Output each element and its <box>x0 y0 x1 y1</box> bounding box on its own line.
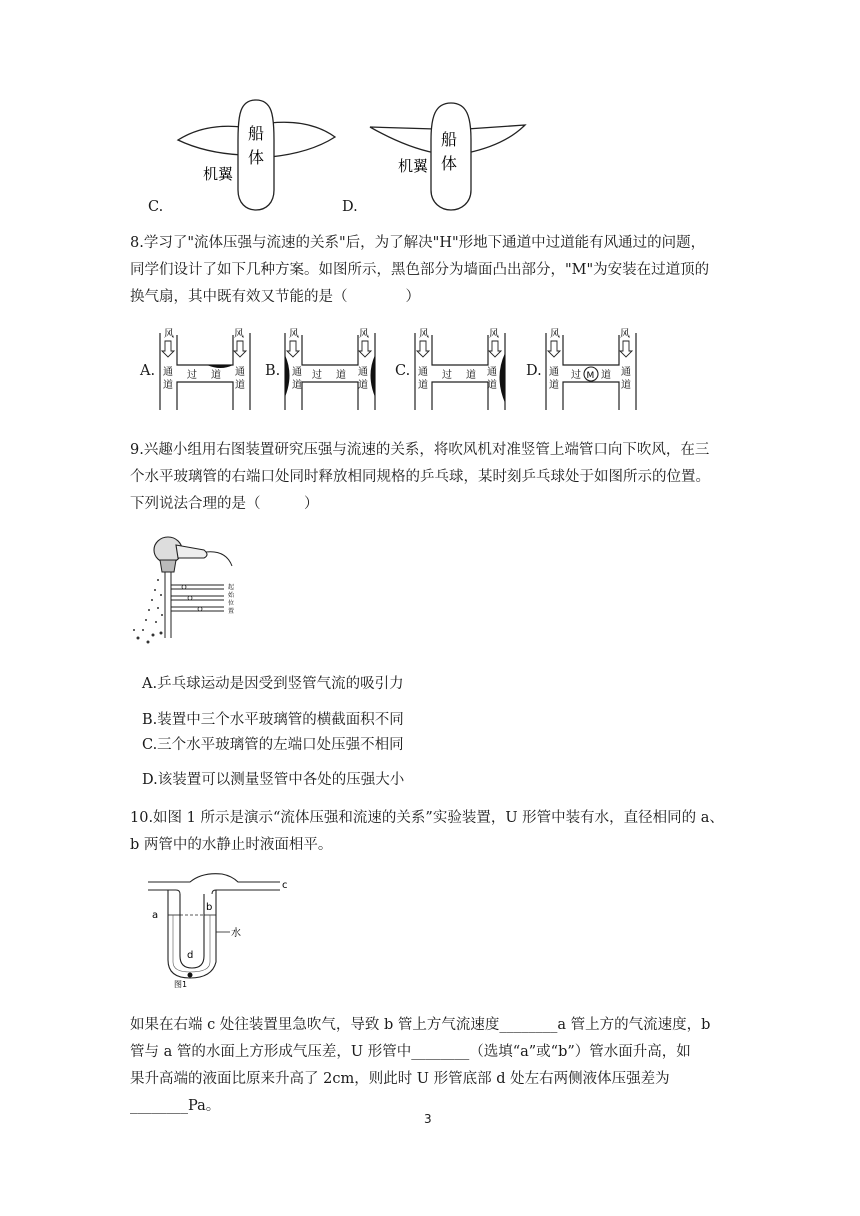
svg-text:过: 过 <box>187 370 197 381</box>
svg-text:M: M <box>586 371 595 381</box>
hull-label-1: 船 <box>248 124 265 143</box>
q10-para-line4: ________Pa。 <box>130 1098 221 1114</box>
q8-stem-line1: 8.学习了"流体压强与流速的关系"后，为了解决"H"形地下通道中过道能有风通过的问题， <box>130 235 706 251</box>
q8-stem-line3: 换气扇，其中既有效又节能的是（ ） <box>130 289 420 305</box>
svg-text:道: 道 <box>418 380 428 391</box>
svg-text:水: 水 <box>231 928 241 939</box>
wing-label: 机翼 <box>398 157 429 175</box>
q10-stem-line1: 10.如图 1 所示是演示“流体压强和流速的关系”实验装置，U 形管中装有水，直径相同的 a、 <box>130 810 724 826</box>
svg-text:道: 道 <box>549 380 559 391</box>
figure-c-wing <box>170 95 340 215</box>
svg-text:b: b <box>206 902 213 913</box>
q8-option-d: D. <box>526 363 542 379</box>
svg-text:始: 始 <box>228 592 235 599</box>
q8-option-a: A. <box>140 363 156 379</box>
svg-text:过: 过 <box>442 370 452 381</box>
figure-d-wing <box>365 95 535 215</box>
q10-para-line3: 果升高端的液面比原来升高了 2cm，则此时 U 形管底部 d 处左右两侧液体压强差为 <box>130 1071 670 1087</box>
svg-text:通: 通 <box>235 367 245 378</box>
wing-label: 机翼 <box>203 165 234 183</box>
svg-text:d: d <box>187 950 194 961</box>
page-number: 3 <box>424 1112 432 1126</box>
q9-choice-a: A.乒乓球运动是因受到竖管气流的吸引力 <box>142 676 404 692</box>
hull-label-2: 体 <box>248 148 265 167</box>
q9-choice-c: C.三个水平玻璃管的左端口处压强不相同 <box>142 737 404 753</box>
q10-para-line2: 管与 a 管的水面上方形成气压差，U 形管中________（选填“a”或“b”）管水面升高，如 <box>130 1044 691 1060</box>
q9-choice-d: D.该装置可以测量竖管中各处的压强大小 <box>142 772 405 788</box>
q8-figure-d <box>541 325 641 415</box>
svg-text:道: 道 <box>358 380 368 391</box>
q9-stem-line2: 个水平玻璃管的右端口处同时释放相同规格的乒乓球，某时刻乒乓球处于如图所示的位置。 <box>130 469 710 485</box>
svg-text:道: 道 <box>163 380 173 391</box>
svg-text:通: 通 <box>549 367 559 378</box>
hull-label-2: 体 <box>441 154 458 173</box>
svg-text:道: 道 <box>235 380 245 391</box>
q8-stem-line2: 同学们设计了如下几种方案。如图所示，黑色部分为墙面凸出部分，"M"为安装在过道顶的 <box>130 262 710 278</box>
svg-text:道: 道 <box>466 370 476 381</box>
svg-text:道: 道 <box>336 370 346 381</box>
svg-text:通: 通 <box>621 367 631 378</box>
q8-figure-b <box>280 325 380 415</box>
svg-text:道: 道 <box>211 370 221 381</box>
svg-text:风: 风 <box>419 329 429 340</box>
svg-text:风: 风 <box>289 329 299 340</box>
svg-text:过: 过 <box>571 370 581 381</box>
svg-text:风: 风 <box>164 329 174 340</box>
q9-stem-line3: 下列说法合理的是（ ） <box>130 496 319 512</box>
svg-text:通: 通 <box>358 367 368 378</box>
q10-para-line1: 如果在右端 c 处往装置里急吹气，导致 b 管上方气流速度________a 管上方的气流速度，b <box>130 1017 711 1033</box>
svg-text:风: 风 <box>489 329 499 340</box>
svg-text:通: 通 <box>292 367 302 378</box>
q8-option-b: B. <box>265 363 281 379</box>
svg-text:风: 风 <box>620 329 630 340</box>
q9-stem-line1: 9.兴趣小组用右图装置研究压强与流速的关系，将吹风机对准竖管上端管口向下吹风，在三 <box>130 442 710 458</box>
svg-text:c: c <box>282 880 288 891</box>
q9-choice-b: B.装置中三个水平玻璃管的横截面积不同 <box>142 712 404 728</box>
svg-text:通: 通 <box>418 367 428 378</box>
svg-text:图1: 图1 <box>174 980 188 989</box>
q8-figure-a <box>155 325 255 415</box>
option-c-label: C. <box>148 199 164 215</box>
svg-text:通: 通 <box>163 367 173 378</box>
svg-text:过: 过 <box>312 370 322 381</box>
svg-text:道: 道 <box>601 370 611 381</box>
svg-text:道: 道 <box>487 380 497 391</box>
svg-text:风: 风 <box>359 329 369 340</box>
q8-figure-c <box>410 325 510 415</box>
option-d-label: D. <box>342 199 358 215</box>
svg-text:道: 道 <box>621 380 631 391</box>
q10-stem-line2: b 两管中的水静止时液面相平。 <box>130 837 333 853</box>
svg-text:置: 置 <box>228 608 235 615</box>
svg-text:风: 风 <box>234 329 244 340</box>
q9-hair-dryer-figure <box>128 530 258 645</box>
svg-text:位: 位 <box>228 600 235 607</box>
q10-u-tube-figure <box>140 870 290 990</box>
svg-text:道: 道 <box>292 380 302 391</box>
svg-text:通: 通 <box>487 367 497 378</box>
svg-text:起: 起 <box>228 584 235 591</box>
svg-text:风: 风 <box>550 329 560 340</box>
q8-option-c: C. <box>395 363 411 379</box>
svg-text:a: a <box>152 910 159 921</box>
hull-label-1: 船 <box>441 130 458 149</box>
